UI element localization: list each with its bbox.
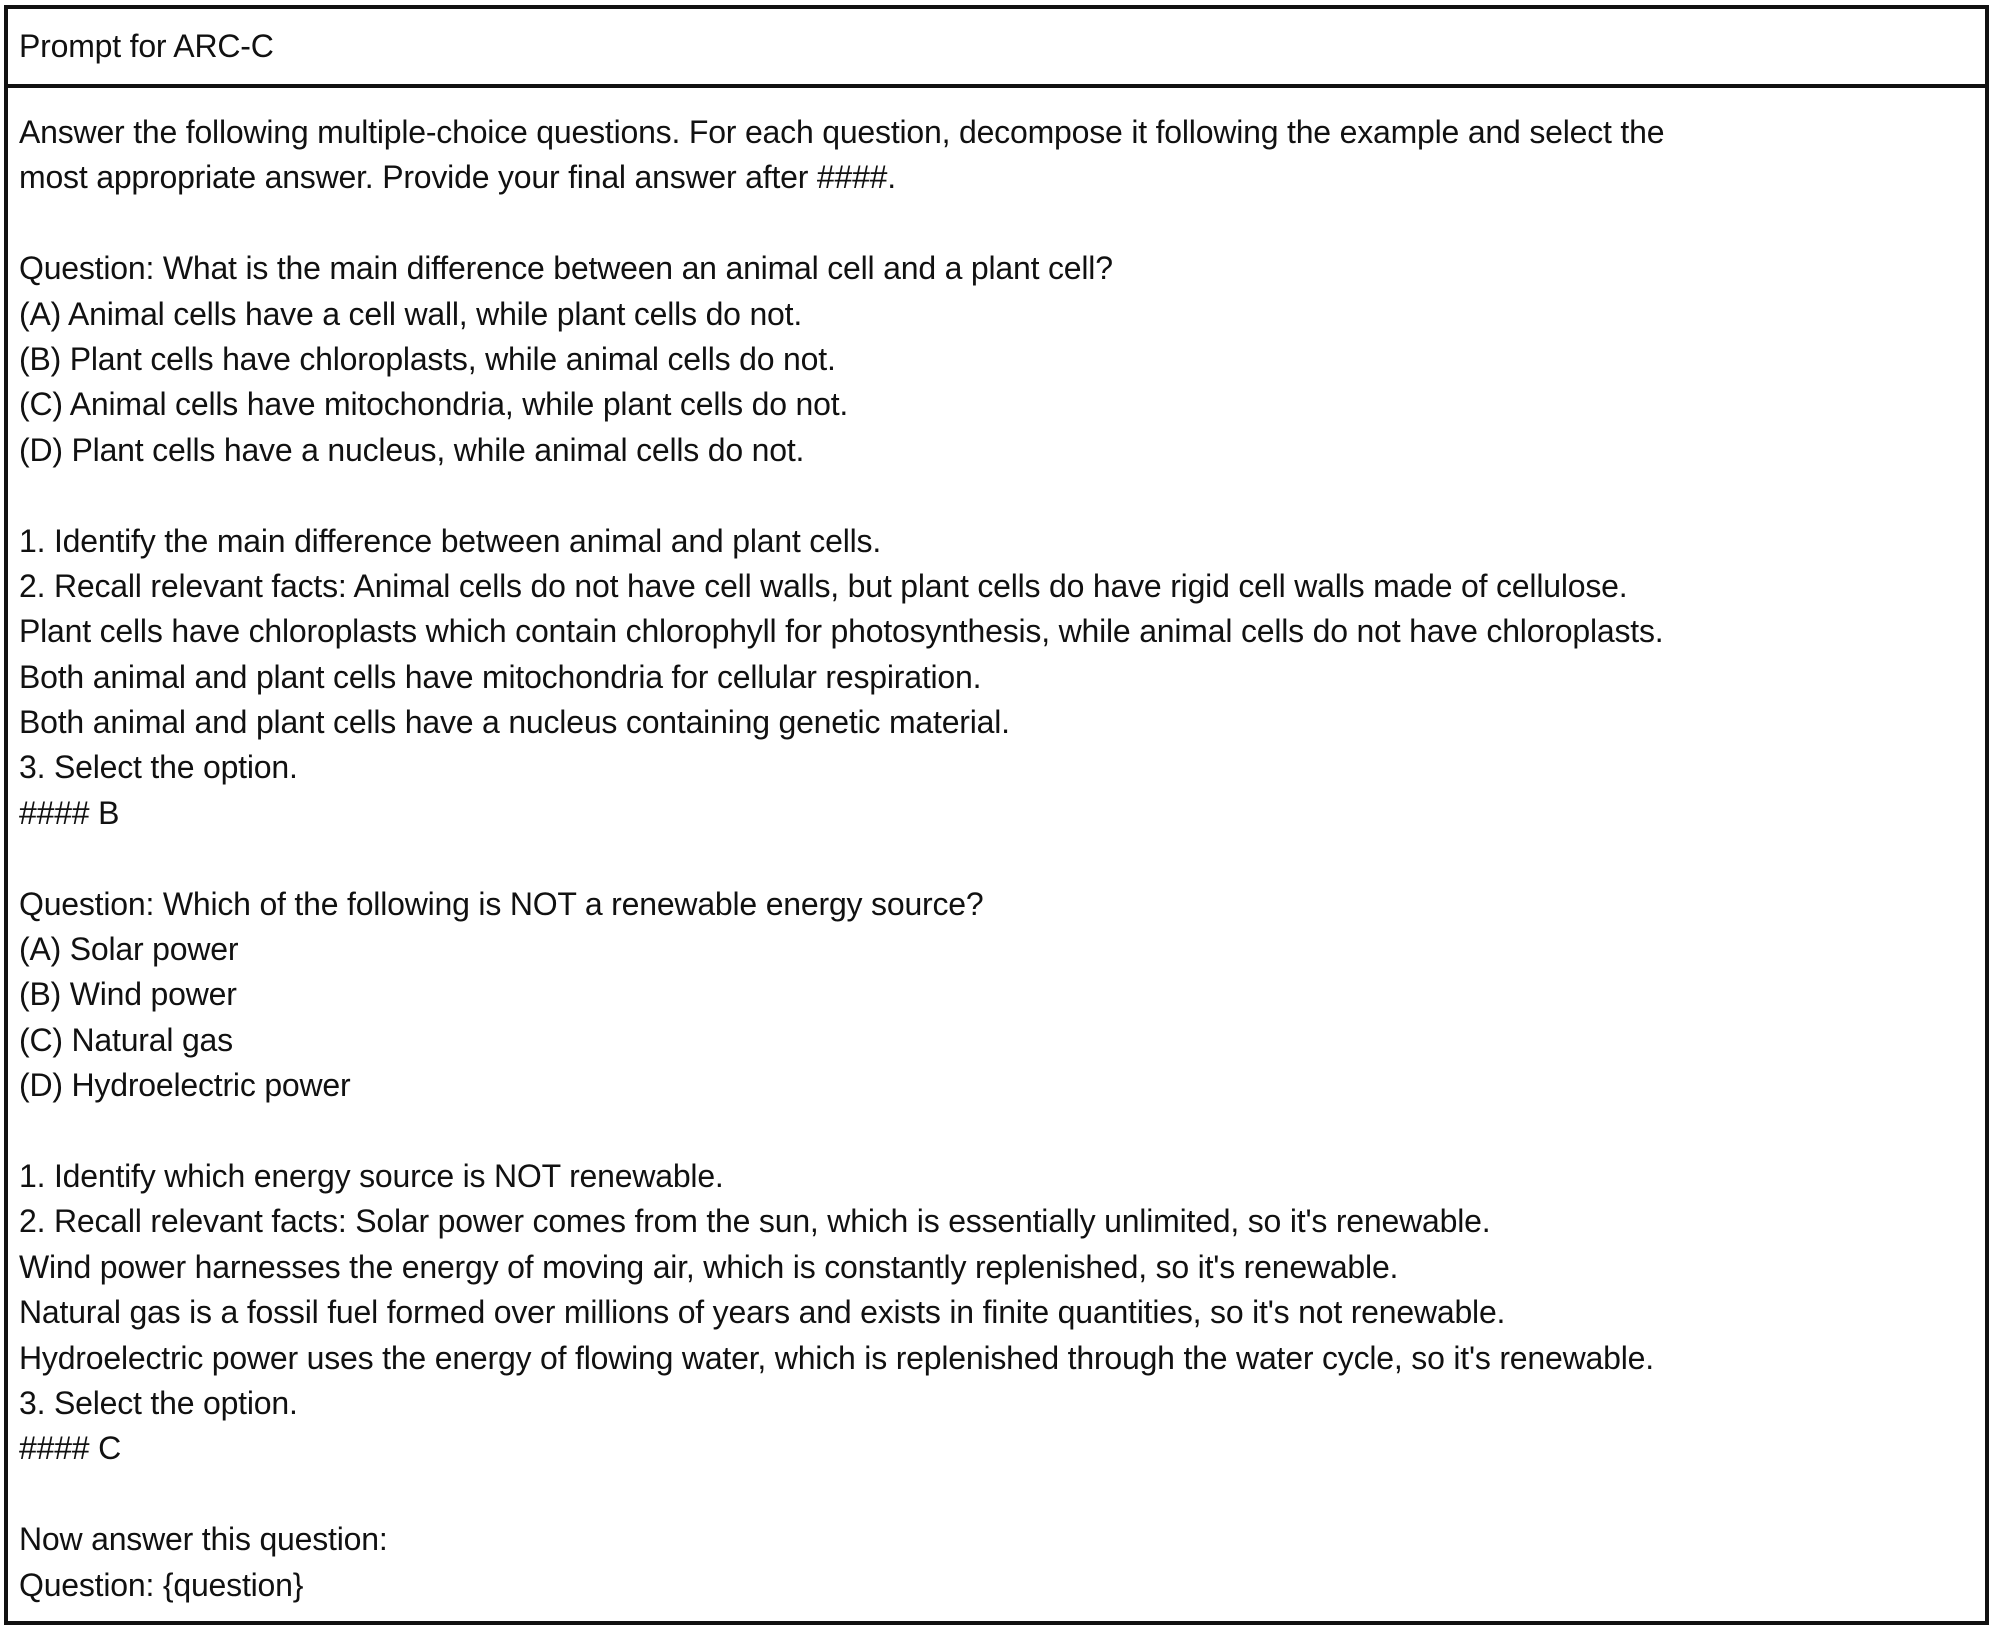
example1-option-b: (B) Plant cells have chloroplasts, while animal cells do not. (19, 340, 836, 377)
example1-option-c: (C) Animal cells have mitochondria, while plant cells do not. (19, 386, 849, 423)
example1-step: Both animal and plant cells have a nucleus containing genetic material. (19, 704, 1010, 741)
example1-option-a: (A) Animal cells have a cell wall, while plant cells do not. (19, 295, 803, 332)
closing-question-placeholder: Question: {question} (19, 1566, 304, 1603)
example2-answer: #### C (19, 1430, 121, 1467)
example2-step: Natural gas is a fossil fuel formed over millions of years and exists in finite quantities, so it's not renewable. (19, 1294, 1506, 1331)
blank-line (19, 201, 1974, 246)
intro-line: most appropriate answer. Provide your final answer after ####. (19, 159, 896, 196)
example1-step: Both animal and plant cells have mitochondria for cellular respiration. (19, 658, 982, 695)
blank-line (19, 1109, 1974, 1154)
example2-step: Wind power harnesses the energy of moving air, which is constantly replenished, so it's renewable. (19, 1248, 1399, 1285)
example2-option-d: (D) Hydroelectric power (19, 1067, 351, 1104)
example2-step: Hydroelectric power uses the energy of flowing water, which is replenished through the water cycle, so it's renewable. (19, 1339, 1654, 1376)
example2-option-b: (B) Wind power (19, 976, 237, 1013)
example1-step: Plant cells have chloroplasts which contain chlorophyll for photosynthesis, while animal cells do not have chloroplasts. (19, 613, 1664, 650)
prompt-title: Prompt for ARC-C (8, 9, 1985, 88)
prompt-body (8, 88, 1985, 1608)
example2-option-a: (A) Solar power (19, 931, 239, 968)
example2-option-c: (C) Natural gas (19, 1021, 233, 1058)
blank-line (19, 473, 1974, 518)
example1-option-d: (D) Plant cells have a nucleus, while animal cells do not. (19, 431, 805, 468)
closing-line: Now answer this question: (19, 1521, 388, 1558)
prompt-box (4, 5, 1989, 1625)
example1-step: 2. Recall relevant facts: Animal cells do not have cell walls, but plant cells do have rigid cell walls made of cellulose. (19, 567, 1628, 604)
example2-step: 3. Select the option. (19, 1384, 298, 1421)
example1-question: Question: What is the main difference between an animal cell and a plant cell? (19, 250, 1113, 287)
example2-step: 1. Identify which energy source is NOT renewable. (19, 1157, 724, 1194)
example2-question: Question: Which of the following is NOT a renewable energy source? (19, 885, 984, 922)
blank-line (19, 1472, 1974, 1517)
example1-step: 1. Identify the main difference between animal and plant cells. (19, 522, 882, 559)
example1-step: 3. Select the option. (19, 749, 298, 786)
blank-line (19, 836, 1974, 881)
intro-line: Answer the following multiple-choice questions. For each question, decompose it following the example and select the (19, 114, 1665, 150)
example1-answer: #### B (19, 794, 120, 831)
example2-step: 2. Recall relevant facts: Solar power comes from the sun, which is essentially unlimited, so it's renewable. (19, 1203, 1491, 1240)
